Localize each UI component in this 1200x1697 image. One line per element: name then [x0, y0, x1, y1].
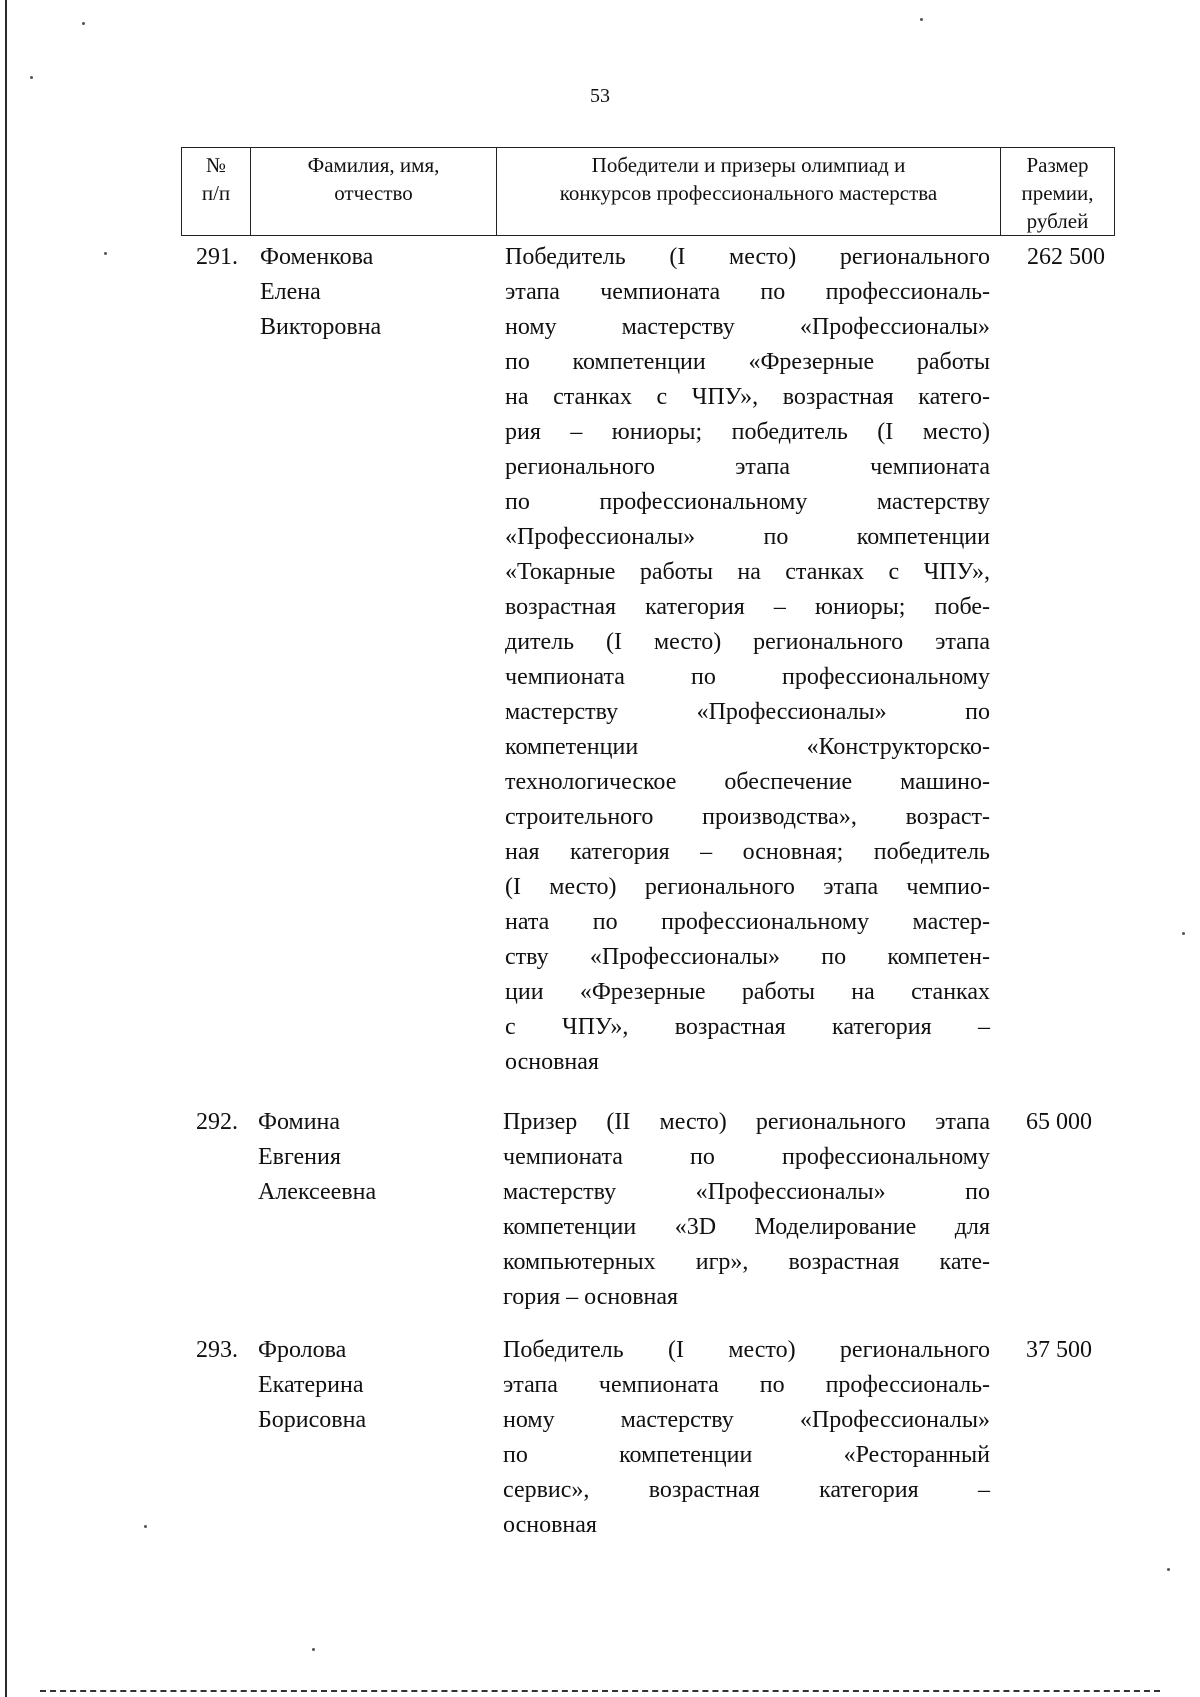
row-amount: 262 500 — [1027, 244, 1105, 270]
description-line: с ЧПУ», возрастная категория – — [505, 1014, 990, 1040]
header-amount-line: премии, — [1021, 181, 1094, 205]
description-line: мастерству «Профессионалы» по — [505, 699, 990, 725]
description-line: (I место) регионального этапа чемпио- — [505, 874, 990, 900]
header-amount-line: рублей — [1026, 209, 1089, 233]
page-number: 53 — [590, 85, 610, 107]
description-line: возрастная категория – юниоры; побе- — [505, 594, 990, 620]
scan-speck — [920, 18, 923, 21]
name-line: Елена — [260, 279, 321, 305]
description-line: дитель (I место) регионального этапа — [505, 629, 990, 655]
header-desc — [497, 148, 1001, 236]
row-number: 292. — [196, 1109, 238, 1135]
description-line: по профессиональному мастерству — [505, 489, 990, 515]
description-line: ная категория – основная; победитель — [505, 839, 990, 865]
row-name — [260, 240, 381, 345]
description-line: сервис», возрастная категория – — [503, 1477, 990, 1503]
description-line: «Токарные работы на станках с ЧПУ», — [505, 559, 990, 585]
page-left-edge — [5, 0, 7, 1697]
description-line: регионального этапа чемпионата — [505, 454, 990, 480]
header-num — [182, 148, 251, 236]
header-name-line: отчество — [334, 181, 413, 205]
row-number: 293. — [196, 1337, 238, 1363]
row-description — [503, 1333, 990, 1543]
description-line: компетенции «Конструкторско- — [505, 734, 990, 760]
row-number: 291. — [196, 244, 238, 270]
table-header — [181, 147, 1115, 236]
description-line: ному мастерству «Профессионалы» — [505, 314, 990, 340]
page-bottom-line — [40, 1690, 1160, 1692]
description-line: этапа чемпионата по профессиональ- — [503, 1372, 990, 1398]
scan-speck — [1167, 1568, 1170, 1571]
description-line: этапа чемпионата по профессиональ- — [505, 279, 990, 305]
description-line: чемпионата по профессиональному — [505, 664, 990, 690]
description-line: по компетенции «Ресторанный — [503, 1442, 990, 1468]
description-line: Победитель (I место) регионального — [503, 1337, 990, 1363]
description-line: ству «Профессионалы» по компетен- — [505, 944, 990, 970]
description-line: Призер (II место) регионального этапа — [503, 1109, 990, 1135]
header-name-line: Фамилия, имя, — [307, 153, 440, 177]
row-amount: 65 000 — [1026, 1109, 1092, 1135]
description-line: рия – юниоры; победитель (I место) — [505, 419, 990, 445]
name-line: Борисовна — [258, 1407, 367, 1433]
description-line: по компетенции «Фрезерные работы — [505, 349, 990, 375]
header-num-line: № — [205, 153, 227, 177]
description-line: мастерству «Профессионалы» по — [503, 1179, 990, 1205]
name-line: Евгения — [258, 1144, 341, 1170]
row-description — [503, 1105, 990, 1315]
name-line: Викторовна — [260, 314, 382, 340]
scan-speck — [312, 1648, 315, 1651]
description-line: чемпионата по профессиональному — [503, 1144, 990, 1170]
name-line: Фомина — [258, 1109, 341, 1135]
row-amount: 37 500 — [1026, 1337, 1092, 1363]
description-line: на станках с ЧПУ», возрастная катего- — [505, 384, 990, 410]
name-line: Екатерина — [258, 1372, 364, 1398]
name-line: Алексеевна — [258, 1179, 377, 1205]
description-line: компетенции «3D Моделирование для — [503, 1214, 990, 1240]
header-desc-line: Победители и призеры олимпиад и — [591, 153, 906, 177]
name-line: Фоменкова — [260, 244, 374, 270]
row-description — [505, 240, 990, 1080]
description-line: компьютерных игр», возрастная кате- — [503, 1249, 990, 1275]
description-line: Победитель (I место) регионального — [505, 244, 990, 270]
description-line: строительного производства», возраст- — [505, 804, 990, 830]
header-num-line: п/п — [201, 181, 231, 205]
header-desc-line: конкурсов профессионального мастерства — [559, 181, 938, 205]
description-line: гория – основная — [503, 1284, 679, 1310]
description-line: технологическое обеспечение машино- — [505, 769, 990, 795]
name-line: Фролова — [258, 1337, 347, 1363]
description-line: «Профессионалы» по компетенции — [505, 524, 990, 550]
description-line: ному мастерству «Профессионалы» — [503, 1407, 990, 1433]
row-name — [258, 1333, 366, 1438]
row-name — [258, 1105, 376, 1210]
description-line: ната по профессиональному мастер- — [505, 909, 990, 935]
description-line: ции «Фрезерные работы на станках — [505, 979, 990, 1005]
description-line: основная — [503, 1512, 597, 1538]
description-line: основная — [505, 1049, 599, 1075]
header-amount — [1001, 148, 1115, 236]
scan-speck — [104, 252, 107, 255]
scan-speck — [144, 1525, 147, 1528]
header-name — [251, 148, 497, 236]
scan-speck — [1182, 932, 1185, 935]
header-amount-line: Размер — [1026, 153, 1089, 177]
scan-speck — [30, 76, 33, 79]
scan-speck — [82, 22, 85, 25]
